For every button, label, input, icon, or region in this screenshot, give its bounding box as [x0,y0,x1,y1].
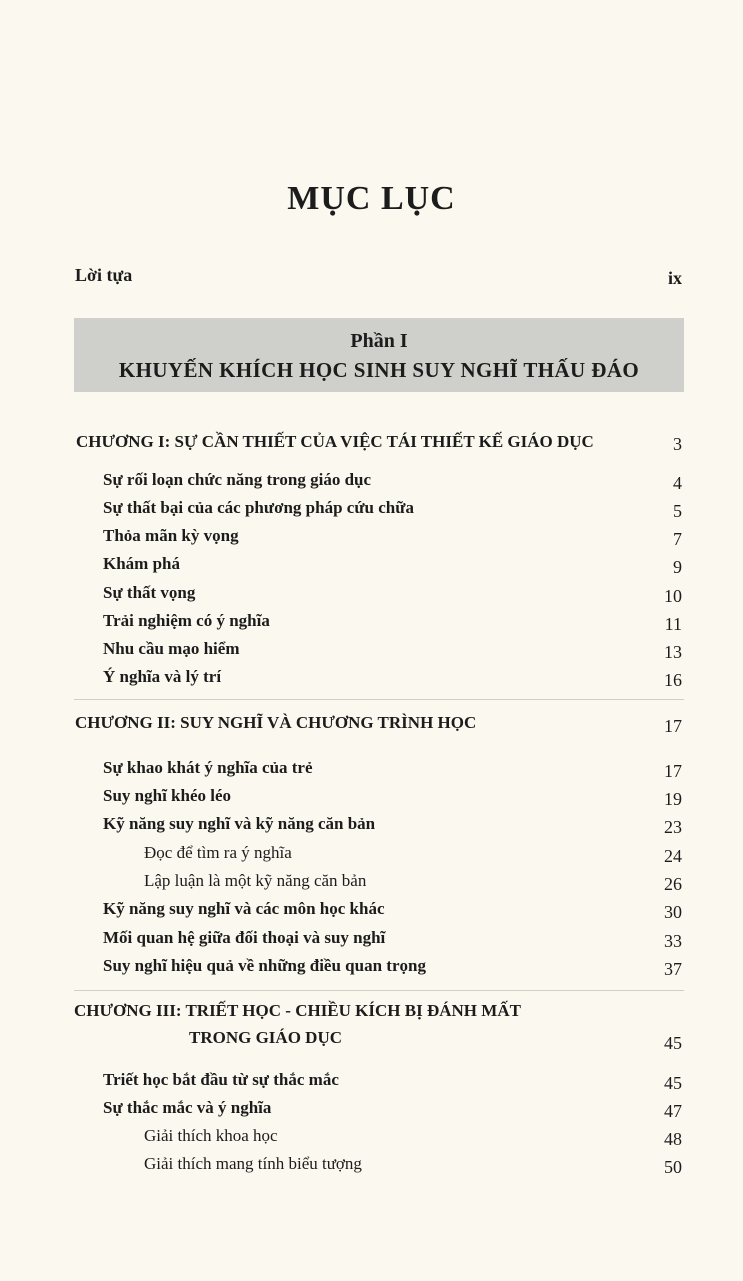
toc-page: 7 [673,529,682,549]
toc-entry: Sự thất vọng [103,583,196,602]
chapter-page: 45 [664,1033,682,1053]
toc-entry: Nhu cầu mạo hiểm [103,639,240,658]
toc-entry: Suy nghĩ hiệu quả về những điều quan trọng [103,956,426,975]
toc-entry: Sự thắc mắc và ý nghĩa [103,1098,272,1117]
toc-entry: Khám phá [103,554,180,573]
toc-subentry: Lập luận là một kỹ năng căn bản [144,871,367,890]
toc-page: 16 [664,670,682,690]
chapter-page: 17 [664,716,682,736]
toc-entry: Trải nghiệm có ý nghĩa [103,611,270,630]
divider [74,699,684,700]
toc-entry: Triết học bắt đầu từ sự thắc mắc [103,1070,339,1089]
chapter-heading: CHƯƠNG II: SUY NGHĨ VÀ CHƯƠNG TRÌNH HỌC [75,713,477,732]
toc-page: 4 [673,473,682,493]
toc-entry: Kỹ năng suy nghĩ và kỹ năng căn bản [103,814,376,833]
toc-page: 23 [664,817,682,837]
toc-page: 13 [664,642,682,662]
toc-page: 24 [664,846,682,866]
toc-page: 30 [664,902,682,922]
toc-page: 9 [673,557,682,577]
toc-entry: Sự khao khát ý nghĩa của trẻ [103,758,313,777]
chapter-page: 3 [673,434,682,454]
preface-page: ix [667,268,682,288]
toc-page: 48 [664,1129,682,1149]
part-title: KHUYẾN KHÍCH HỌC SINH SUY NGHĨ THẤU ĐÁO [118,358,640,382]
divider [74,990,684,991]
toc-page: 33 [664,931,682,951]
toc-page: 37 [664,959,682,979]
toc-entry: Ý nghĩa và lý trí [103,667,222,686]
toc-page: 47 [664,1101,682,1121]
toc-entry: Suy nghĩ khéo léo [103,786,232,805]
toc-entry: Sự thất bại của các phương pháp cứu chữa [103,498,414,517]
chapter-heading-continued: TRONG GIÁO DỤC [189,1028,343,1047]
toc-subentry: Giải thích khoa học [144,1126,278,1145]
toc-subentry: Giải thích mang tính biểu tượng [144,1154,362,1173]
toc-entry: Mối quan hệ giữa đối thoại và suy nghĩ [103,928,386,947]
chapter-heading: CHƯƠNG III: TRIẾT HỌC - CHIỀU KÍCH BỊ ĐÁNH MẤT [74,1001,521,1020]
toc-page: 50 [664,1157,682,1177]
toc-page: 26 [664,874,682,894]
toc-page: 5 [673,501,682,521]
part-number: Phần I [350,330,408,352]
page-title: MỤC LỤC [287,180,456,217]
preface-label: Lời tựa [75,265,133,285]
toc-page: 17 [664,761,682,781]
chapter-heading: CHƯƠNG I: SỰ CẦN THIẾT CỦA VIỆC TÁI THIẾT KẾ GIÁO DỤC [76,432,594,451]
toc-entry: Kỹ năng suy nghĩ và các môn học khác [103,899,385,918]
toc-page: 19 [664,789,682,809]
toc-page: 10 [664,586,682,606]
toc-entry: Thỏa mãn kỳ vọng [103,526,239,545]
toc-page: 45 [664,1073,682,1093]
toc-subentry: Đọc để tìm ra ý nghĩa [144,843,292,862]
toc-entry: Sự rối loạn chức năng trong giáo dục [103,470,372,489]
toc-page: 11 [664,614,682,634]
